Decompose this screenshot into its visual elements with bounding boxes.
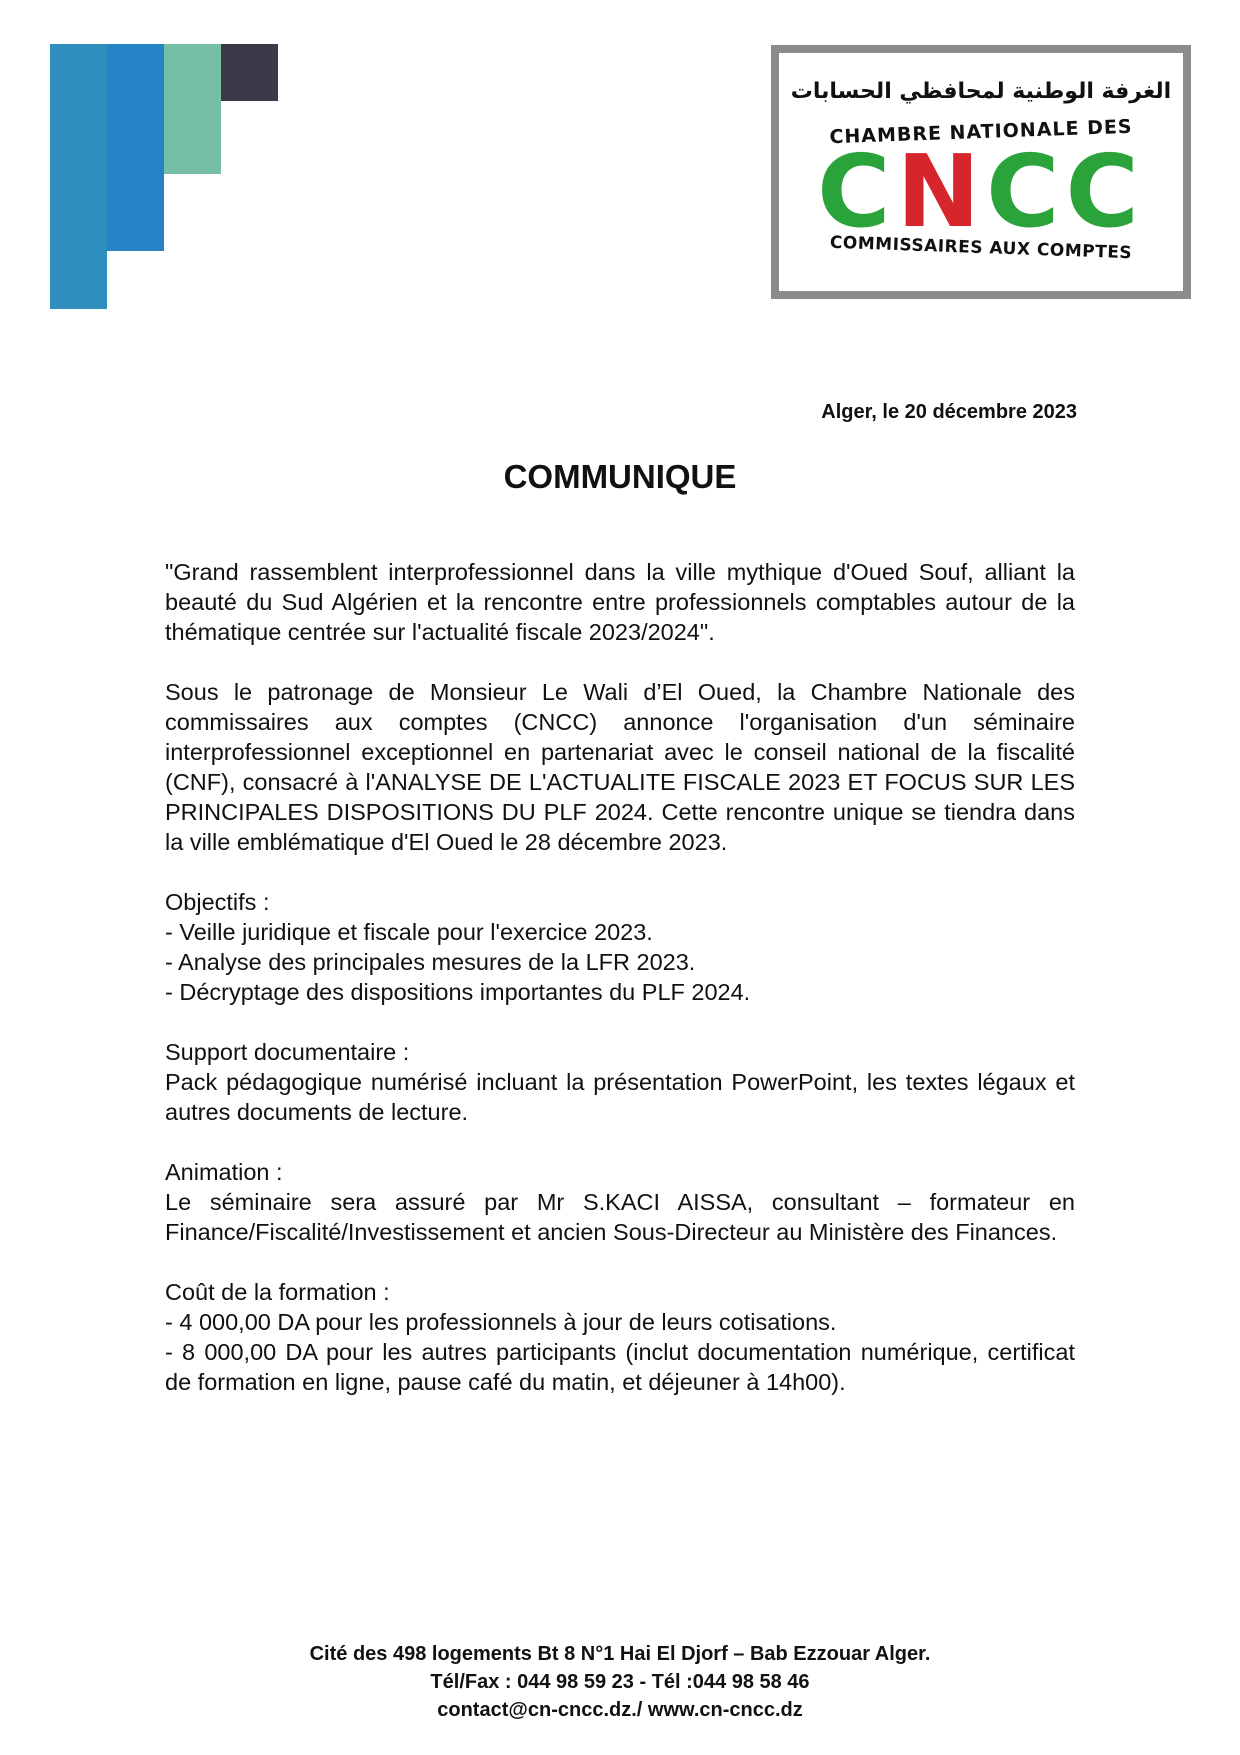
logo-top-text: CHAMBRE NATIONALE DES (829, 115, 1133, 149)
cost-item: - 4 000,00 DA pour les professionnels à jour de leurs cotisations. (165, 1309, 837, 1335)
footer-phone: Tél/Fax : 044 98 59 23 - Tél :044 98 58 46 (430, 1671, 810, 1693)
animation-text: Le séminaire sera assuré par Mr S.KACI AISSA, consultant – formateur en Finance/Fiscalité/Investissement et ancien Sous-Directeur au Ministère des Finances. (165, 1189, 1075, 1245)
objective-item: - Veille juridique et fiscale pour l'exercice 2023. (165, 919, 653, 945)
brand-bar-4 (221, 44, 278, 101)
logo-acronym-c2: CC (986, 133, 1145, 250)
support-heading: Support documentaire : (165, 1039, 410, 1065)
announcement-paragraph: Sous le patronage de Monsieur Le Wali d’El Oued, la Chambre Nationale des commissaires aux comptes (CNCC) annonce l'organisation d'un séminaire interprofessionnel exceptionnel en partenariat avec le conseil national de la fiscalité (CNF), consacré à l'ANALYSE DE L'ACTUALITE FISCALE 2023 ET FOCUS SUR LES PRINCIPALES DISPOSITIONS DU PLF 2024. Cette rencontre unique se tiendra dans la ville emblématique d'El Oued le 28 décembre 2023. (165, 679, 1075, 855)
objective-item: - Décryptage des dispositions importantes du PLF 2024. (165, 979, 751, 1005)
support-text: Pack pédagogique numérisé incluant la présentation PowerPoint, les textes légaux et autres documents de lecture. (165, 1069, 1075, 1125)
cost-heading: Coût de la formation : (165, 1279, 390, 1305)
support-section (165, 1037, 1075, 1127)
logo-acronym-c1: C (817, 133, 897, 250)
cost-section (165, 1277, 1075, 1397)
logo-bottom-text: COMMISSAIRES AUX COMPTES (829, 232, 1133, 264)
animation-section (165, 1157, 1075, 1247)
date-line: Alger, le 20 décembre 2023 (821, 401, 1077, 423)
footer (0, 1640, 1240, 1724)
footer-contact-link[interactable]: contact@cn-cncc.dz./ www.cn-cncc.dz (437, 1699, 803, 1721)
brand-bar-1 (50, 44, 107, 309)
brand-bar-2 (107, 44, 164, 251)
footer-address: Cité des 498 logements Bt 8 N°1 Hai El Djorf – Bab Ezzouar Alger. (309, 1643, 931, 1665)
objective-item: - Analyse des principales mesures de la LFR 2023. (165, 949, 696, 975)
brand-bars-graphic (50, 44, 280, 314)
objectives-heading: Objectifs : (165, 889, 270, 915)
objectives-section (165, 887, 1075, 1007)
logo-acronym-n: N (896, 133, 987, 250)
cncc-logo (771, 45, 1191, 299)
document-body (165, 557, 1075, 1427)
document-title: COMMUNIQUE (503, 458, 737, 495)
intro-paragraph: "Grand rassemblent interprofessionnel dans la ville mythique d'Oued Souf, alliant la beauté du Sud Algérien et la rencontre entre professionnels comptables autour de la thématique centrée sur l'actualité fiscale 2023/2024". (165, 559, 1075, 645)
logo-arabic-name: الغرفة الوطنية لمحافظي الحسابات (790, 79, 1172, 104)
animation-heading: Animation : (165, 1159, 283, 1185)
brand-bar-3 (164, 44, 221, 174)
cost-item: - 8 000,00 DA pour les autres participants (inclut documentation numérique, certificat de formation en ligne, pause café du matin, et déjeuner à 14h00). (165, 1339, 1075, 1395)
